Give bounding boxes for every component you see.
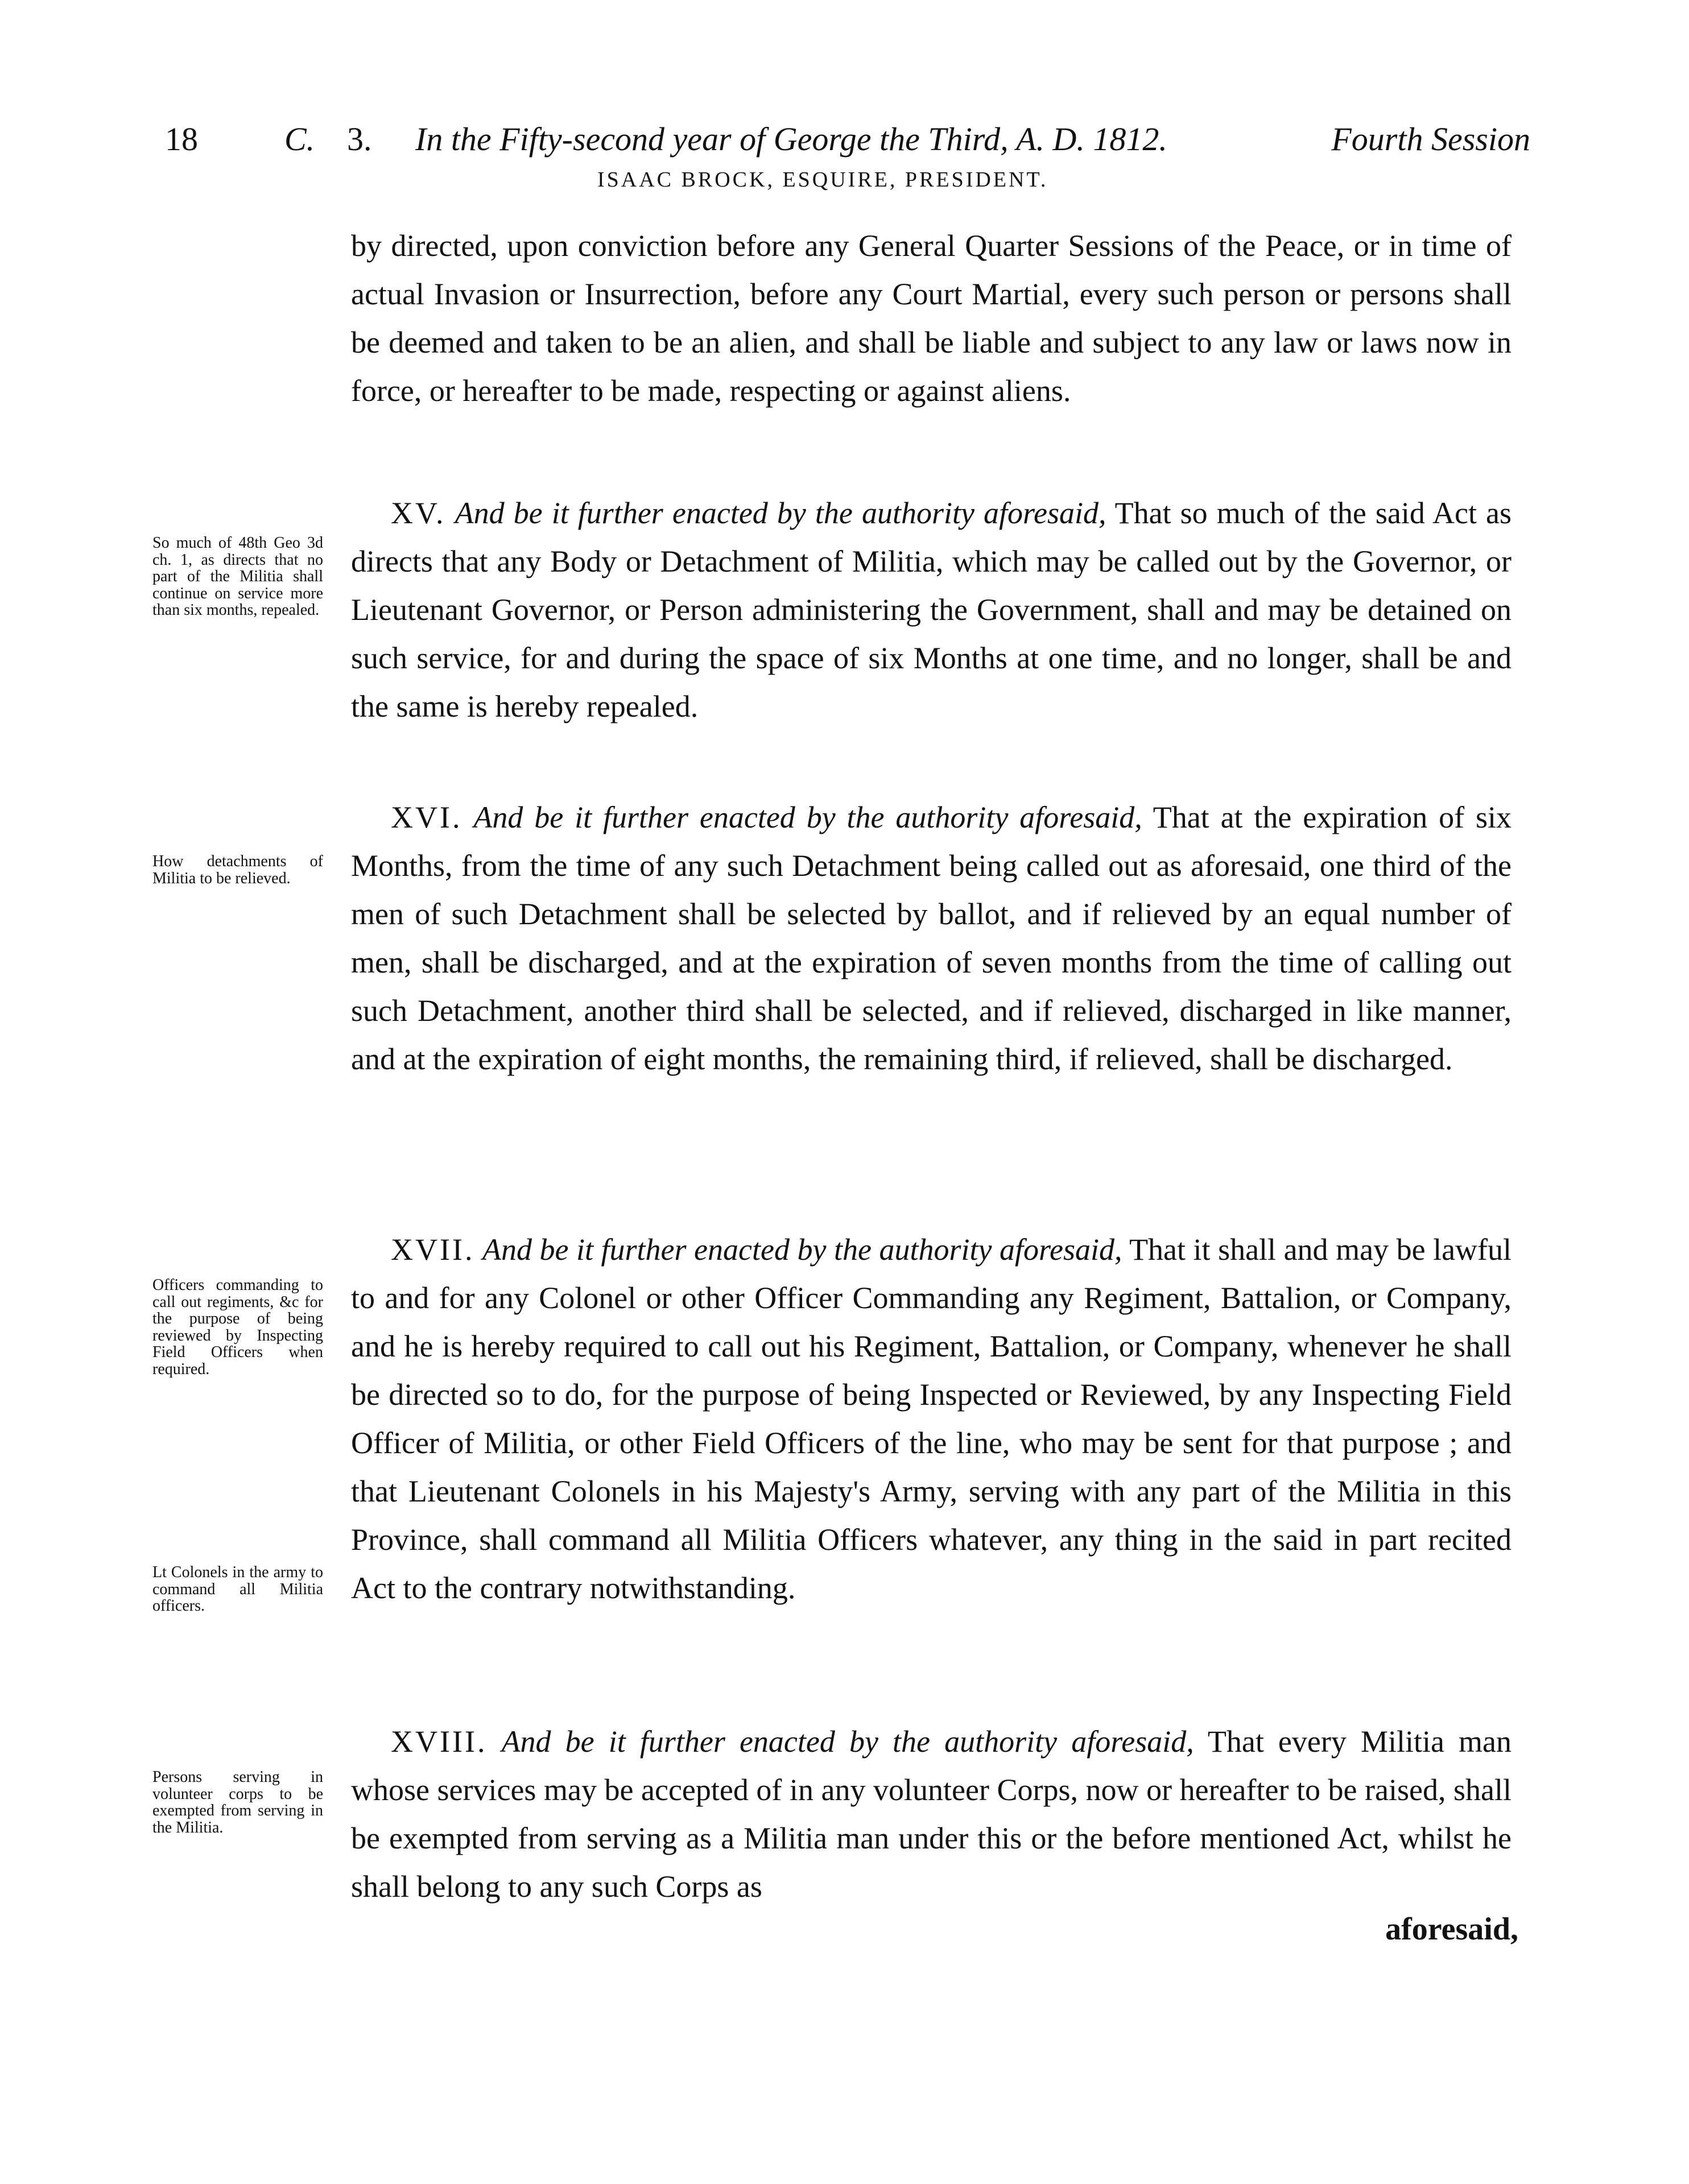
president-line: ISAAC BROCK, ESQUIRE, PRESIDENT. — [597, 168, 1048, 192]
margin-note-section-15: So much of 48th Geo 3d ch. 1, as directs that no part of the Militia shall continue on service more than six months, repealed. — [152, 534, 323, 619]
section-16 — [351, 793, 1512, 1083]
section-17 — [351, 1226, 1512, 1612]
enacting-clause: And be it further enacted by the authority aforesaid, — [501, 1724, 1194, 1759]
enacting-clause: And be it further enacted by the authority aforesaid, — [482, 1232, 1122, 1267]
margin-note-section-17: Officers commanding to call out regiments, &c for the purpose of being reviewed by Inspecting Field Officers when required. — [152, 1276, 323, 1378]
margin-note-lt-colonels: Lt Colonels in the army to command all Militia officers. — [152, 1563, 323, 1615]
cap-number: 3. — [347, 121, 372, 158]
section-text: That every Militia man whose services may be accepted of in any volunteer Corps, now or hereafter to be raised, shall be exempted from serving as a Militia man under this or the before mentioned Act, whilst he shall belong to any such Corps as — [351, 1724, 1512, 1904]
enacting-clause: And be it further enacted by the authority aforesaid, — [455, 496, 1106, 530]
section-number: XVIII. — [391, 1724, 488, 1759]
section-text: That at the expiration of six Months, from the time of any such Detachment being called out as aforesaid, one third of the men of such Detachment shall be selected by ballot, and if relieved by an equal number of men, shall be discharged, and at the expiration of seven months from the time of calling out such Detachment, another third shall be selected, and if relieved, discharged in like manner, and at the expiration of eight months, the remaining third, if relieved, shall be discharged. — [351, 800, 1512, 1076]
section-text: That so much of the said Act as directs that any Body or Detachment of Militia, which may be called out by the Governor, or Lieutenant Governor, or Person administering the Government, shall and may be detained on such service, for and during the space of six Months at one time, and no longer, shall be and the same is hereby repealed. — [351, 496, 1512, 723]
section-15 — [351, 489, 1512, 731]
enacting-clause: And be it further enacted by the authority aforesaid, — [473, 800, 1142, 834]
running-head — [154, 117, 1530, 162]
session-label: Fourth Session — [1331, 121, 1530, 158]
reign-title: In the Fifty-second year of George the Third, A. D. 1812. — [415, 121, 1167, 158]
continuation-paragraph: by directed, upon conviction before any General Quarter Sessions of the Peace, or in time of actual Invasion or Insurrection, before any Court Martial, every such person or persons shall be deemed and taken to be an alien, and shall be liable and subject to any law or laws now in force, or hereafter to be made, respecting or against aliens. — [351, 229, 1512, 408]
section-number: XV. — [391, 496, 446, 530]
catchword: aforesaid, — [1385, 1912, 1518, 1947]
section-number: XVI. — [391, 800, 462, 834]
chapter-label: C. — [284, 121, 315, 158]
section-text: That it shall and may be lawful to and for any Colonel or other Officer Commanding any Regiment, Battalion, or Company, and he is hereby required to call out his Regiment, Battalion, or Company, whenever he shall be directed so to do, for the purpose of being Inspected or Reviewed, by any Inspecting Field Officer of Militia, or other Field Officers of the line, who may be sent for that purpose ; and that Lieutenant Colonels in his Majesty's Army, serving with any part of the Militia in this Province, shall command all Militia Officers whatever, any thing in the said in part recited Act to the contrary notwithstanding. — [351, 1232, 1512, 1605]
section-number: XVII. — [391, 1232, 475, 1267]
page-number: 18 — [165, 121, 198, 158]
section-18 — [351, 1718, 1512, 1911]
margin-note-section-18: Persons serving in volunteer corps to be exempted from serving in the Militia. — [152, 1768, 323, 1836]
margin-note-section-16: How detachments of Militia to be relieved. — [152, 853, 323, 887]
